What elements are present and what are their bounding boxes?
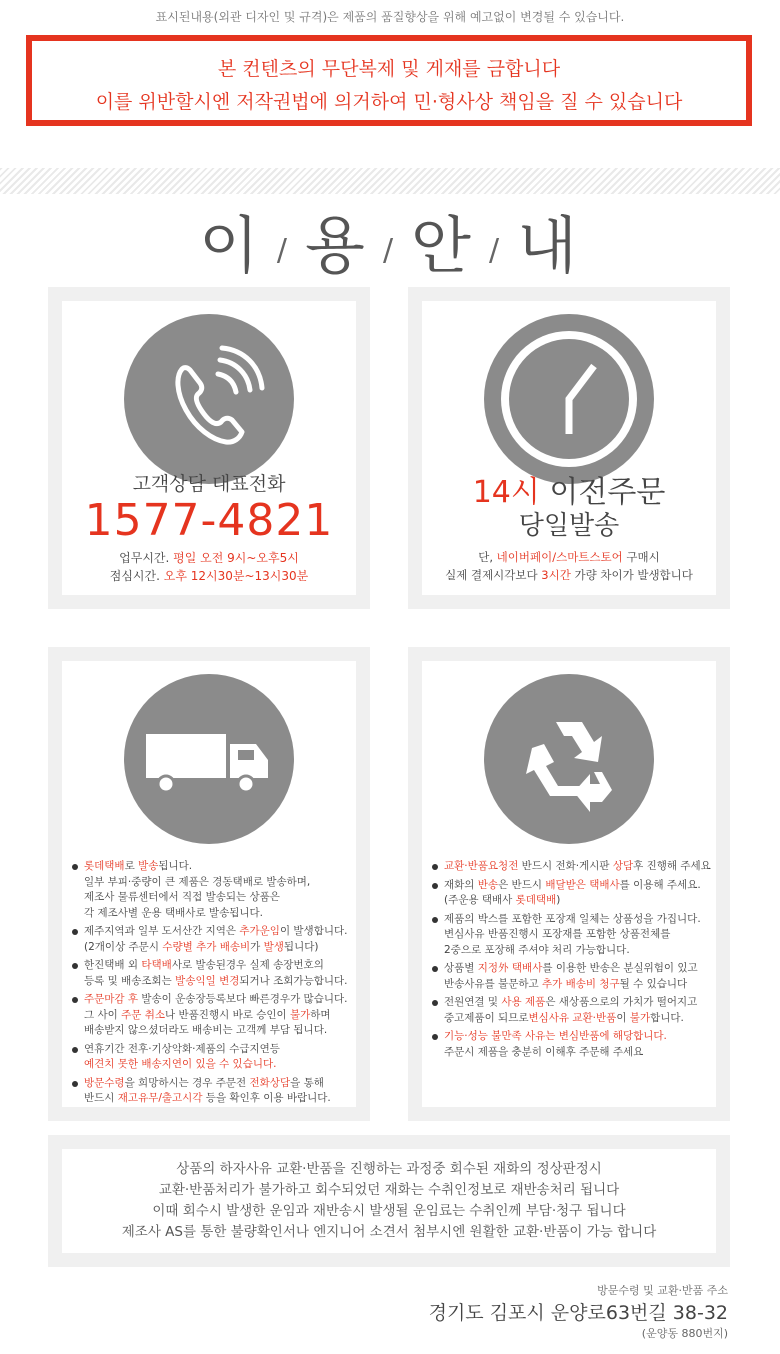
title-char-1: 이 [199, 209, 263, 282]
top-notice: 표시된내용(외관 디자인 및 규격)은 제품의 품질향상을 위해 예고없이 변경될 수 있습니다. [155, 10, 625, 24]
cutoff-time: 14시 [472, 475, 540, 510]
hours-value: 평일 오전 9시~오후5시 [173, 551, 299, 565]
lunch-value: 오후 12시30분~13시30분 [163, 569, 309, 583]
note-prefix: 단, [478, 550, 497, 564]
return-card [408, 647, 730, 1121]
recycle-icon [484, 674, 654, 844]
warning-line-1: 본 컨텐츠의 무단복제 및 게재를 금합니다 [217, 58, 561, 80]
business-hours [62, 549, 356, 566]
phone-number: 1577-4821 [84, 495, 334, 546]
bottom-notice-line-3: 이때 회수시 발생한 운임과 재반송시 발생될 운임료는 수취인께 부담·청구 됩니다 [152, 1203, 626, 1219]
phone-label: 고객상담 대표전화 [132, 473, 286, 495]
warning-line-2: 이를 위반할시엔 저작권법에 의거하여 민·형사상 책임을 질 수 있습니다 [95, 91, 683, 113]
page-title [0, 196, 780, 285]
delivery-card [48, 647, 370, 1121]
decorative-stripe [0, 168, 780, 194]
shipping-card-inner [422, 301, 716, 595]
copyright-warning [26, 35, 752, 126]
list-item: 전원연결 및 사용 제품은 새상품으로의 가치가 떨어지고 중고제품이 되므로변심사유 교환·반품이 불가합니다. [430, 995, 712, 1026]
return-notes-list [430, 859, 712, 1063]
clock-icon [484, 314, 654, 484]
list-item: 연휴기간 전후·기상악화·제품의 수급지연등 예견치 못한 배송지연이 있을 수 있습니다. [70, 1042, 352, 1073]
delivery-notes-list [70, 859, 352, 1110]
list-item: 제주지역과 일부 도서산간 지역은 추가운임이 발생합니다. (2개이상 주문시 수량별 추가 배송비가 발생됩니다) [70, 924, 352, 955]
same-day-shipping: 당일발송 [518, 511, 620, 541]
title-separator: / [382, 233, 398, 269]
address-sub: (운양동 880번지) [641, 1327, 728, 1340]
bottom-notice-box [48, 1135, 730, 1267]
list-item: 상품별 지정外 택배사를 이용한 반송은 분실위험이 있고 반송사유를 불문하고 추가 배송비 청구될 수 있습니다 [430, 961, 712, 992]
bottom-notice-line-4: 제조사 AS를 통한 불량확인서나 엔지니어 소견서 첨부시엔 원활한 교환·반품이 가능 합니다 [121, 1224, 657, 1240]
address-main: 경기도 김포시 운양로63번길 38-32 [428, 1302, 728, 1324]
bottom-notice-line-1: 상품의 하자사유 교환·반품을 진행하는 과정중 회수된 재화의 정상판정시 [176, 1161, 602, 1177]
phone-card [48, 287, 370, 609]
bottom-notice-line-2: 교환·반품처리가 불가하고 회수되었던 재화는 수취인정보로 재반송처리 됩니다 [158, 1182, 620, 1198]
title-char-4: 내 [517, 209, 581, 282]
shipping-card [408, 287, 730, 609]
list-item: 주문마감 후 발송이 운송장등록보다 빠른경우가 많습니다. 그 사이 주문 취소나 반품진행시 바로 승인이 불가하며 배송받지 않으셨더라도 배송비는 고객께 부담 됩니다. [70, 992, 352, 1039]
address-label: 방문수령 및 교환·반품 주소 [597, 1284, 728, 1297]
title-char-2: 용 [305, 209, 369, 282]
title-char-3: 안 [411, 209, 475, 282]
list-item: 기능·성능 불만족 사유는 변심반품에 해당합니다. 주문시 제품을 충분히 이해후 주문해 주세요 [430, 1029, 712, 1060]
payment-note-2 [422, 567, 716, 583]
note-prefix: 실제 결제시각보다 [445, 568, 542, 582]
note-suffix: 구매시 [622, 550, 660, 564]
list-item: 교환·반품요청전 반드시 전화·게시판 상담후 진행해 주세요 [430, 859, 712, 875]
title-separator: / [488, 233, 504, 269]
bottom-notice [62, 1149, 716, 1253]
cutoff-before: 이전주문 [539, 475, 666, 510]
phone-card-inner [62, 301, 356, 595]
list-item: 방문수령을 희망하시는 경우 주문전 전화상담을 통해 반드시 재고유무/출고시각 등을 확인후 이용 바랍니다. [70, 1076, 352, 1107]
list-item: 롯데택배로 발송됩니다. 일부 부피·중량이 큰 제품은 경동택배로 발송하며, 제조사 물류센터에서 직접 발송되는 상품은 각 제조사별 운용 택배사로 발송됩니다. [70, 859, 352, 921]
delivery-card-inner [62, 661, 356, 1107]
list-item: 재화의 반송은 반드시 배달받은 택배사를 이용해 주세요. (주운용 택배사 롯데택배) [430, 878, 712, 909]
hours-prefix: 업무시간. [119, 551, 170, 565]
lunch-prefix: 점심시간. [109, 569, 160, 583]
title-separator: / [276, 233, 292, 269]
note-suffix: 가량 차이가 발생합니다 [570, 568, 693, 582]
note-highlight: 네이버페이/스마트스토어 [496, 550, 623, 564]
return-card-inner [422, 661, 716, 1107]
phone-icon [124, 314, 294, 484]
list-item: 한진택배 외 타택배사로 발송된경우 실제 송장번호의 등록 및 배송조회는 발송익일 변경되거나 조회가능합니다. [70, 958, 352, 989]
note-highlight: 3시간 [541, 568, 571, 582]
payment-note-1 [422, 549, 716, 565]
lunch-hours [62, 567, 356, 584]
list-item: 제품의 박스를 포함한 포장재 일체는 상품성을 가집니다. 변심사유 반품진행시 포장재를 포함한 상품전체를 2중으로 포장해 주셔야 처리 가능합니다. [430, 912, 712, 959]
truck-icon [124, 674, 294, 844]
